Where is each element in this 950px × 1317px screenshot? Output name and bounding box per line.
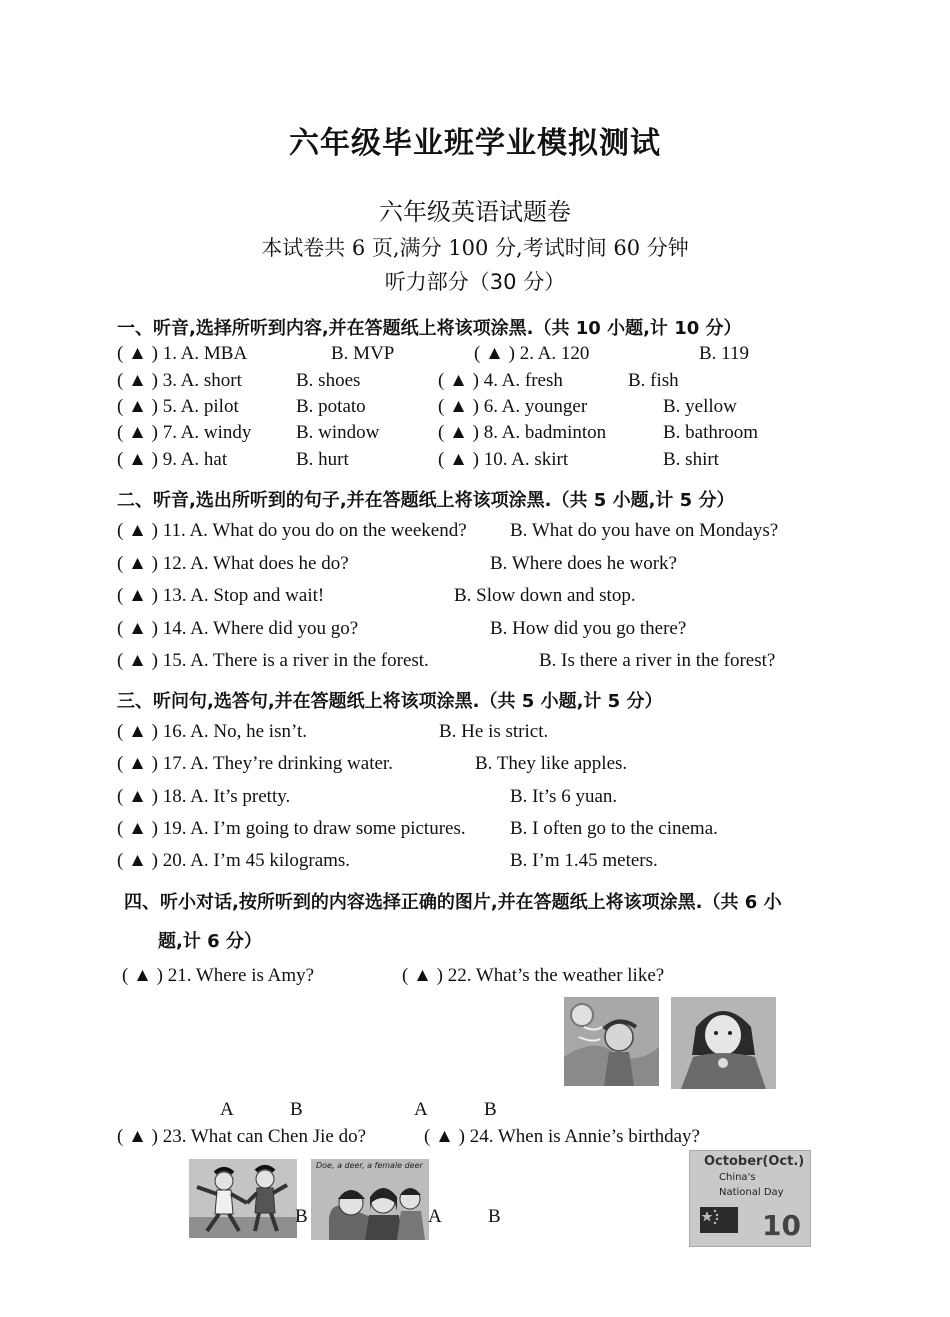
calendar-day: 10 (762, 1209, 801, 1242)
question-22: ( ▲ ) 22. What’s the weather like? (402, 965, 665, 986)
question-17-option-b: B. They like apples. (475, 753, 628, 774)
question-13-option-b: B. Slow down and stop. (454, 585, 636, 606)
cold-girl-picture (671, 997, 776, 1089)
calendar-event-line-2: National Day (719, 1187, 784, 1198)
q22-option-a-label: A (414, 1099, 428, 1120)
question-5-option-b: B. potato (296, 396, 366, 417)
question-14-option-b: B. How did you go there? (490, 618, 687, 639)
question-24: ( ▲ ) 24. When is Annie’s birthday? (424, 1126, 700, 1147)
question-14: ( ▲ ) 14. A. Where did you go? (117, 618, 359, 639)
question-10-option-b: B. shirt (663, 449, 719, 470)
question-5: ( ▲ ) 5. A. pilot (117, 396, 239, 417)
section-1-heading: 一、听音,选择所听到内容,并在答题纸上将该项涂黑.（共 10 小题,计 10 分） (117, 318, 742, 339)
q21-option-a-label: A (220, 1099, 234, 1120)
question-1: ( ▲ ) 1. A. MBA (117, 343, 248, 364)
calendar-month: October(Oct.) (704, 1154, 805, 1169)
part-heading: 听力部分（30 分） (384, 270, 566, 294)
question-4: ( ▲ ) 4. A. fresh (438, 370, 563, 391)
calendar-event-line-1: China's (719, 1172, 756, 1183)
question-7-option-b: B. window (296, 422, 380, 443)
question-6: ( ▲ ) 6. A. younger (438, 396, 588, 417)
question-2-option-b: B. 119 (699, 343, 749, 364)
question-20-option-b: B. I’m 1.45 meters. (510, 850, 658, 871)
question-7: ( ▲ ) 7. A. windy (117, 422, 252, 443)
section-4-heading-line-2: 题,计 6 分） (158, 931, 262, 952)
q24-option-a-label: A (428, 1206, 442, 1227)
question-10: ( ▲ ) 10. A. skirt (438, 449, 569, 470)
question-12: ( ▲ ) 12. A. What does he do? (117, 553, 349, 574)
question-18: ( ▲ ) 18. A. It’s pretty. (117, 786, 291, 807)
q24-option-b-label: B (488, 1206, 501, 1227)
kung-fu-picture (189, 1159, 297, 1238)
question-9: ( ▲ ) 9. A. hat (117, 449, 228, 470)
question-1-option-b: B. MVP (331, 343, 395, 364)
question-19: ( ▲ ) 19. A. I’m going to draw some pictures. (117, 818, 466, 839)
section-4-heading-line-1: 四、听小对话,按所听到的内容选择正确的图片,并在答题纸上将该项涂黑.（共 6 小 (124, 892, 782, 913)
q23-option-b-label: B (295, 1206, 308, 1227)
question-13: ( ▲ ) 13. A. Stop and wait! (117, 585, 325, 606)
question-11: ( ▲ ) 11. A. What do you do on the weekend? (117, 520, 467, 541)
page-title: 六年级毕业班学业模拟测试 (289, 126, 661, 161)
question-18-option-b: B. It’s 6 yuan. (510, 786, 618, 807)
song-speech-bubble: Doe, a deer, a female deer (316, 1161, 423, 1170)
question-9-option-b: B. hurt (296, 449, 349, 470)
question-16-option-b: B. He is strict. (439, 721, 549, 742)
question-8: ( ▲ ) 8. A. badminton (438, 422, 607, 443)
question-16: ( ▲ ) 16. A. No, he isn’t. (117, 721, 307, 742)
question-6-option-b: B. yellow (663, 396, 737, 417)
q21-option-b-label: B (290, 1099, 303, 1120)
china-flag-icon (700, 1207, 738, 1233)
windy-girl-picture (564, 997, 659, 1086)
question-11-option-b: B. What do you have on Mondays? (510, 520, 779, 541)
question-21: ( ▲ ) 21. Where is Amy? (122, 965, 315, 986)
question-17: ( ▲ ) 17. A. They’re drinking water. (117, 753, 393, 774)
question-20: ( ▲ ) 20. A. I’m 45 kilograms. (117, 850, 351, 871)
question-4-option-b: B. fish (628, 370, 679, 391)
question-15: ( ▲ ) 15. A. There is a river in the forest. (117, 650, 429, 671)
national-day-calendar (689, 1150, 811, 1247)
question-2: ( ▲ ) 2. A. 120 (474, 343, 590, 364)
singing-picture (311, 1159, 429, 1240)
question-23: ( ▲ ) 23. What can Chen Jie do? (117, 1126, 367, 1147)
q22-option-b-label: B (484, 1099, 497, 1120)
section-3-heading: 三、听问句,选答句,并在答题纸上将该项涂黑.（共 5 小题,计 5 分） (117, 691, 663, 712)
paper-info: 本试卷共 6 页,满分 100 分,考试时间 60 分钟 (261, 236, 689, 260)
question-3: ( ▲ ) 3. A. short (117, 370, 242, 391)
question-15-option-b: B. Is there a river in the forest? (539, 650, 776, 671)
question-8-option-b: B. bathroom (663, 422, 758, 443)
question-19-option-b: B. I often go to the cinema. (510, 818, 718, 839)
paper-subtitle: 六年级英语试题卷 (379, 198, 571, 226)
section-2-heading: 二、听音,选出所听到的句子,并在答题纸上将该项涂黑.（共 5 小题,计 5 分） (117, 490, 735, 511)
question-3-option-b: B. shoes (296, 370, 361, 391)
question-12-option-b: B. Where does he work? (490, 553, 677, 574)
